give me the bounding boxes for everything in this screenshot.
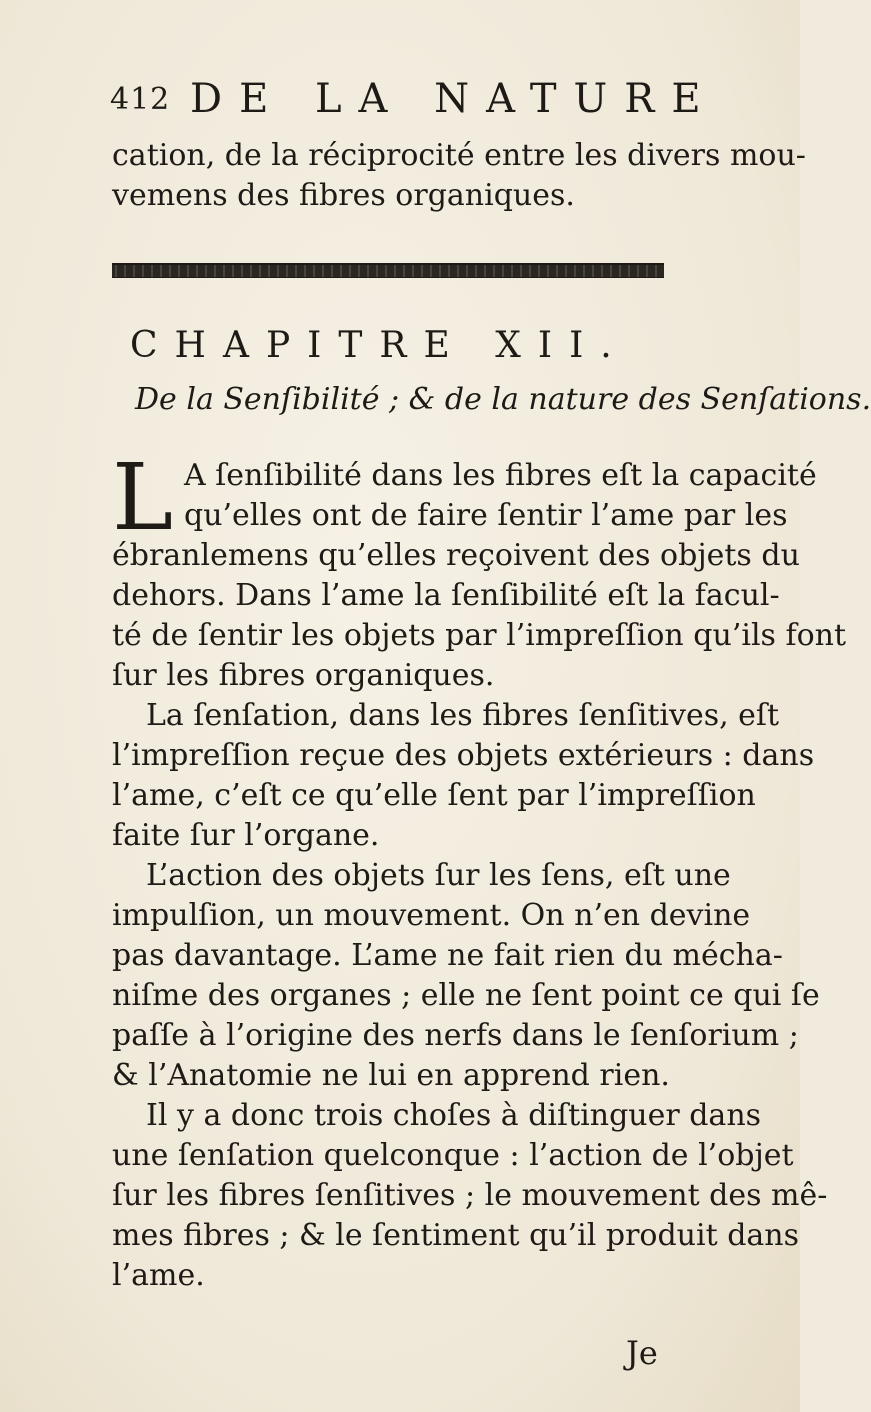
text-line: A ſenſibilité dans les fibres eſt la capacité	[184, 458, 817, 493]
text-line: une ſenſation quelconque : l’action de l’objet	[112, 1138, 794, 1173]
first-paragraph-rest	[112, 536, 847, 696]
text-line: faite ſur l’organe.	[112, 818, 380, 853]
text-line: ébranlemens qu’elles reçoivent des objets du	[112, 538, 800, 573]
text-line: l’ame, c’eſt ce qu’elle ſent par l’impreſſion	[112, 778, 756, 813]
text-line: qu’elles ont de faire ſentir l’ame par les	[184, 498, 788, 533]
text-line: paſſe à l’origine des nerfs dans le ſenſorium ;	[112, 1018, 799, 1053]
text-line: ſur les fibres ſenſitives ; le mouvement des mê-	[112, 1178, 828, 1213]
page-number: 412	[110, 82, 171, 117]
fourth-paragraph	[112, 1096, 828, 1296]
text-line: L’action des objets ſur les ſens, eſt une	[146, 858, 731, 893]
running-head: DE LA NATURE	[190, 76, 718, 122]
text-line: dehors. Dans l’ame la ſenſibilité eſt la facul-	[112, 578, 780, 613]
text-line: mes fibres ; & le ſentiment qu’il produit dans	[112, 1218, 799, 1253]
first-paragraph-lead	[184, 456, 817, 536]
text-line: cation, de la réciprocité entre les divers mou-	[112, 138, 806, 173]
text-line: impulſion, un mouvement. On n’en devine	[112, 898, 751, 933]
second-paragraph	[112, 696, 815, 856]
page-header	[110, 70, 718, 122]
third-paragraph	[112, 856, 820, 1096]
opening-text	[112, 136, 806, 216]
drop-cap: L	[112, 444, 174, 551]
text-line: vemens des fibres organiques.	[112, 178, 575, 213]
catchword: Je	[626, 1334, 658, 1372]
text-line: pas davantage. L’ame ne fait rien du mécha-	[112, 938, 783, 973]
chapter-title: CHAPITRE XII.	[130, 325, 629, 366]
text-line: Il y a donc trois choſes à diſtinguer dans	[146, 1098, 762, 1133]
chapter-subtitle: De la Senſibilité ; & de la nature des Senſations.	[135, 382, 871, 417]
text-line: l’ame.	[112, 1258, 205, 1293]
text-line: niſme des organes ; elle ne ſent point ce qui ſe	[112, 978, 820, 1013]
ornamental-rule	[112, 263, 664, 278]
text-line: l’impreſſion reçue des objets extérieurs : dans	[112, 738, 815, 773]
text-line: & l’Anatomie ne lui en apprend rien.	[112, 1058, 670, 1093]
text-line: La ſenſation, dans les fibres ſenſitives, eſt	[146, 698, 780, 733]
text-line: ſur les fibres organiques.	[112, 658, 495, 693]
text-line: té de ſentir les objets par l’impreſſion qu’ils font	[112, 618, 847, 653]
